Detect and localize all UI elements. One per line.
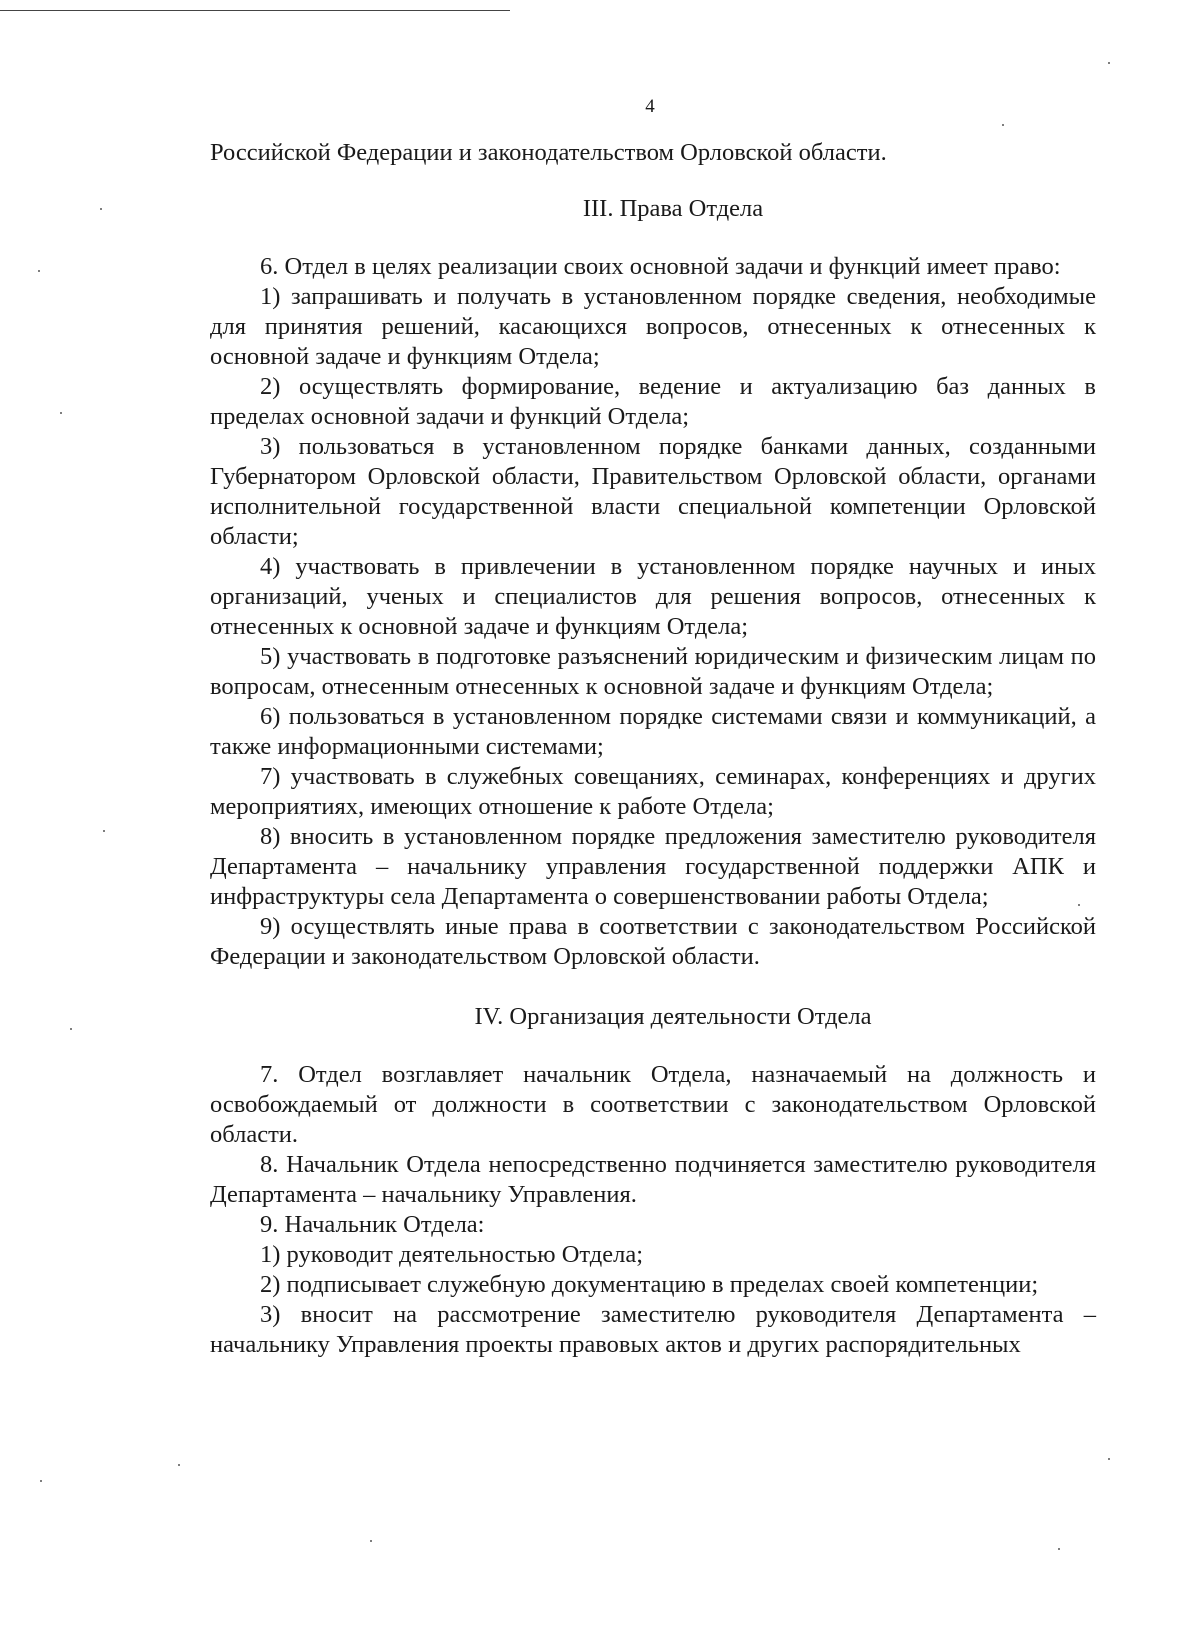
rights-item-8: 8) вносить в установленном порядке предложения заместителю руководителя Департамента – начальнику управления государственной поддержки АПК и инфраструктуры села Департамента о совершенствовании работы Отдела; [210,823,1096,910]
scan-edge-line [0,10,510,11]
rights-item-1: 1) запрашивать и получать в установленном порядке сведения, необходимые для принятия решений, касающихся вопросов, отнесенных к отнесенных к основной задаче и функциям Отдела; [210,283,1096,370]
clause-8: 8. Начальник Отдела непосредственно подчиняется заместителю руководителя Департамента – начальнику Управления. [210,1151,1096,1208]
rights-item-4: 4) участвовать в привлечении в установленном порядке научных и иных организаций, ученых и специалистов для решения вопросов, отнесенных к отнесенных к основной задаче и функциям Отдела; [210,553,1096,640]
scan-speck [70,1028,72,1030]
scan-speck [1108,62,1110,64]
continuation-line: Российской Федерации и законодательством Орловской области. [210,139,887,166]
duty-item-1: 1) руководит деятельностью Отдела; [260,1241,644,1268]
clause-7: 7. Отдел возглавляет начальник Отдела, назначаемый на должность и освобождаемый от должности в соответствии с законодательством Орловской области. [210,1061,1096,1148]
clause-6-intro: 6. Отдел в целях реализации своих основной задачи и функций имеет право: [260,253,1061,280]
scan-speck [370,1540,372,1542]
duty-item-2: 2) подписывает служебную документацию в пределах своей компетенции; [260,1271,1039,1298]
section-3-heading: III. Права Отдела [582,195,764,222]
scan-speck [40,1480,42,1482]
clause-9-intro: 9. Начальник Отдела: [260,1211,485,1238]
duty-item-3: 3) вносит на рассмотрение заместителю руководителя Департамента – начальнику Управления проекты правовых актов и других распорядительных [210,1301,1096,1358]
section-4-heading: IV. Организация деятельности Отдела [474,1003,872,1030]
scan-speck [1058,1548,1060,1550]
scan-speck [1002,124,1004,126]
rights-item-3: 3) пользоваться в установленном порядке банками данных, созданными Губернатором Орловской области, Правительством Орловской области, органами исполнительной государственной власти специальной компетенции Орловской области; [210,433,1096,550]
scan-speck [103,830,105,832]
rights-item-2: 2) осуществлять формирование, ведение и актуализацию баз данных в пределах основной задачи и функций Отдела; [210,373,1096,430]
scan-speck [100,208,102,210]
rights-item-9: 9) осуществлять иные права в соответствии с законодательством Российской Федерации и законодательством Орловской области. [210,913,1096,970]
page-number: 4 [645,96,655,117]
scan-speck [1108,1458,1110,1460]
rights-item-6: 6) пользоваться в установленном порядке системами связи и коммуникаций, а также информационными системами; [210,703,1096,760]
rights-item-7: 7) участвовать в служебных совещаниях, семинарах, конференциях и других мероприятиях, имеющих отношение к работе Отдела; [210,763,1096,820]
scan-speck [178,1464,180,1466]
rights-item-5: 5) участвовать в подготовке разъяснений юридическим и физическим лицам по вопросам, отнесенным отнесенных к основной задаче и функциям Отдела; [210,643,1096,700]
document-body [210,138,1096,1360]
scan-speck [1078,904,1080,906]
scan-speck [60,412,62,414]
scan-speck [38,270,40,272]
